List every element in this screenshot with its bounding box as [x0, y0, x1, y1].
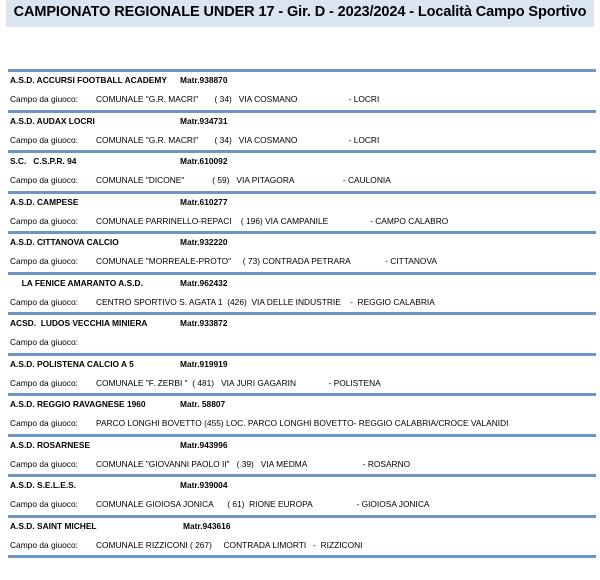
divider — [8, 110, 596, 113]
club-name: A.S.D. ACCURSI FOOTBALL ACADEMY — [10, 75, 167, 85]
club-matricola: Matr.938870 — [180, 75, 228, 85]
bottom-rule — [8, 555, 596, 558]
field-venue: CENTRO SPORTIVO S. AGATA 1 (426) VIA DELLE INDUSTRIE - REGGIO CALABRIA — [96, 297, 435, 307]
club-matricola: Matr.919919 — [180, 359, 228, 369]
club-entry — [8, 191, 596, 232]
field-venue: PARCO LONGHI BOVETTO (455) LOC. PARCO LONGHI BOVETTO- REGGIO CALABRIA/CROCE VALANIDI — [96, 418, 509, 428]
club-matricola: Matr.962432 — [180, 278, 228, 288]
field-venue: COMUNALE "GIOVANNI PAOLO II" ( 39) VIA MEDMA - ROSARNO — [96, 459, 411, 469]
club-matricola: Matr.939004 — [180, 480, 228, 490]
club-matricola: Matr.932220 — [180, 237, 228, 247]
field-label: Campo da giuoco: — [10, 459, 78, 469]
club-name: A.S.D. CAMPESE — [10, 197, 79, 207]
club-entry — [8, 272, 596, 313]
field-label: Campo da giuoco: — [10, 499, 78, 509]
divider — [8, 515, 596, 518]
divider — [8, 150, 596, 153]
club-name: A.S.D. REGGIO RAVAGNESE 1960 — [10, 399, 146, 409]
field-row — [10, 540, 594, 580]
field-label: Campo da giuoco: — [10, 418, 78, 428]
divider — [8, 272, 596, 275]
field-venue: COMUNALE GIOIOSA JONICA ( 61) RIONE EUROPA - GIOIOSA JONICA — [96, 499, 430, 509]
club-entry — [8, 474, 596, 515]
field-label: Campo da giuoco: — [10, 94, 78, 104]
field-label: Campo da giuoco: — [10, 256, 78, 266]
field-label: Campo da giuoco: — [10, 378, 78, 388]
club-entry — [8, 312, 596, 353]
field-venue: COMUNALE PARRINELLO-REPACI ( 196) VIA CAMPANILE - CAMPO CALABRO — [96, 216, 449, 226]
page-title: CAMPIONATO REGIONALE UNDER 17 - Gir. D - 2023/2024 - Località Campo Sportivo — [13, 4, 587, 20]
club-name: A.S.D. CITTANOVA CALCIO — [10, 237, 119, 247]
club-name: ACSD. LUDOS VECCHIA MINIERA — [10, 318, 148, 328]
club-name: LA FENICE AMARANTO A.S.D. — [10, 278, 143, 288]
divider — [8, 312, 596, 315]
club-matricola: Matr.943996 — [180, 440, 228, 450]
field-venue: COMUNALE "DICONE" ( 59) VIA PITAGORA - CAULONIA — [96, 175, 391, 185]
club-matricola: Matr. 58807 — [180, 399, 226, 409]
club-name: A.S.D. SAINT MICHEL — [10, 521, 97, 531]
field-venue: COMUNALE "F. ZERBI " ( 481) VIA JURI GAGARIN - POLISTENA — [96, 378, 381, 388]
field-venue: COMUNALE RIZZICONI ( 267) CONTRADA LIMORTI - RIZZICONI — [96, 540, 363, 550]
field-venue: COMUNALE "G.R. MACRI" ( 34) VIA COSMANO - LOCRI — [96, 94, 380, 104]
club-name: A.S.D. AUDAX LOCRI — [10, 116, 95, 126]
divider — [8, 69, 596, 72]
club-matricola: Matr.933872 — [180, 318, 228, 328]
divider — [8, 191, 596, 194]
field-label: Campo da giuoco: — [10, 337, 78, 347]
divider — [8, 555, 596, 558]
field-label: Campo da giuoco: — [10, 175, 78, 185]
club-name: S.C. C.S.P.R. 94 — [10, 156, 77, 166]
club-entry — [8, 515, 596, 556]
field-label: Campo da giuoco: — [10, 297, 78, 307]
club-matricola: Matr.610092 — [180, 156, 228, 166]
club-matricola: Matr.943616 — [183, 521, 231, 531]
club-entry — [8, 110, 596, 151]
field-venue: COMUNALE "MORREALE-PROTO" ( 73) CONTRADA PETRARA - CITTANOVA — [96, 256, 437, 266]
club-entry — [8, 393, 596, 434]
field-label: Campo da giuoco: — [10, 216, 78, 226]
club-entry — [8, 69, 596, 110]
club-name: A.S.D. S.E.L.E.S. — [10, 480, 77, 490]
club-matricola: Matr.610277 — [180, 197, 228, 207]
field-label: Campo da giuoco: — [10, 540, 78, 550]
club-entry — [8, 231, 596, 272]
field-label: Campo da giuoco: — [10, 135, 78, 145]
club-entry — [8, 150, 596, 191]
field-venue: COMUNALE "G.R. MACRI" ( 34) VIA COSMANO - LOCRI — [96, 135, 380, 145]
divider — [8, 393, 596, 396]
club-name: A.S.D. POLISTENA CALCIO A 5 — [10, 359, 134, 369]
divider — [8, 231, 596, 234]
club-entry — [8, 434, 596, 475]
club-matricola: Matr.934731 — [180, 116, 228, 126]
club-name: A.S.D. ROSARNESE — [10, 440, 91, 450]
divider — [8, 434, 596, 437]
divider — [8, 474, 596, 477]
divider — [8, 353, 596, 356]
club-entry — [8, 353, 596, 394]
